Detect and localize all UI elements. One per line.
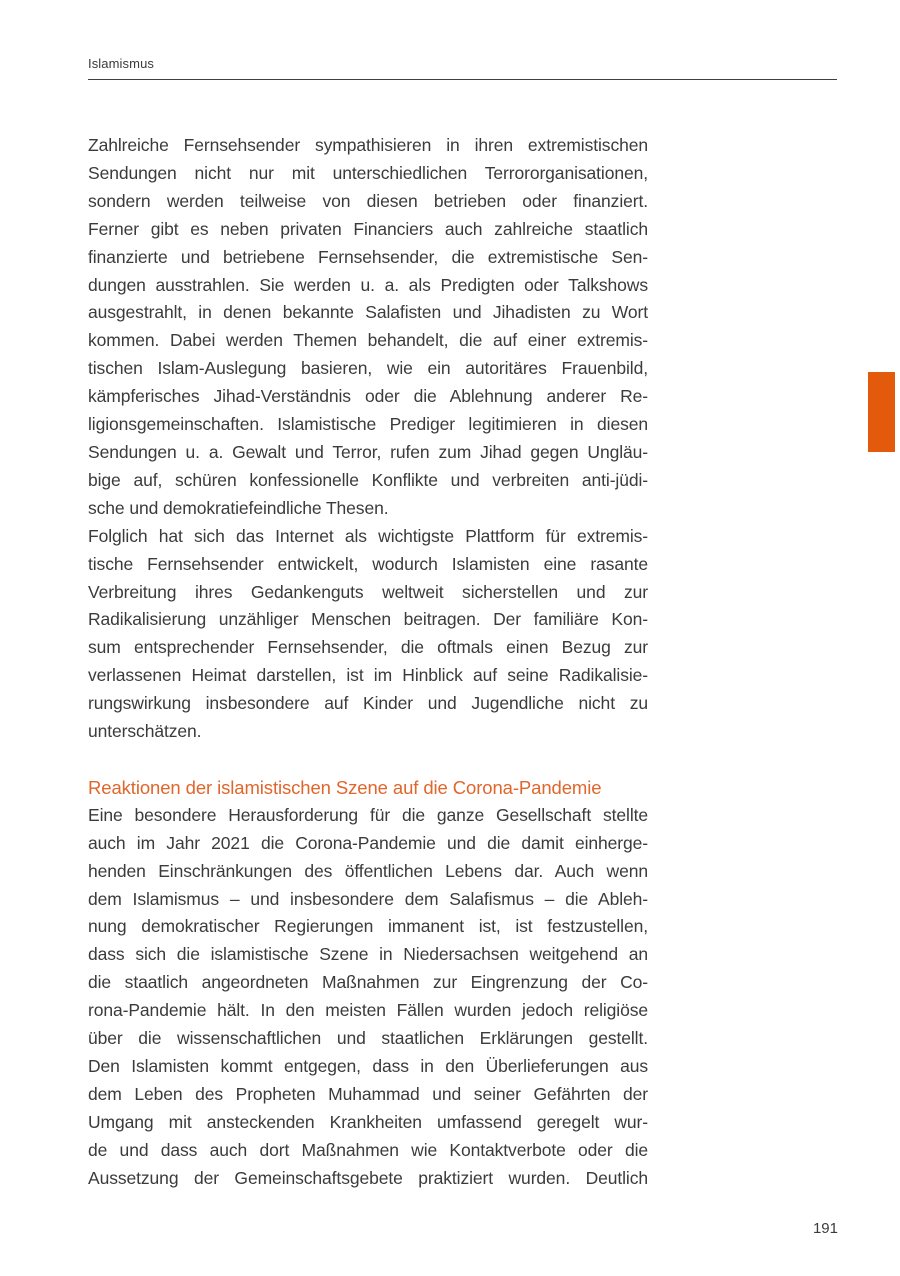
running-header: Islamismus (88, 56, 155, 71)
text-line: de und dass auch dort Maßnahmen wie Kontaktverbote oder die (88, 1139, 648, 1160)
text-line: kommen. Dabei werden Themen behandelt, die auf einer extremis- (88, 330, 648, 351)
text-line: Eine besondere Herausforderung für die ganze Gesellschaft stellte (88, 804, 648, 825)
text-line: ausgestrahlt, in denen bekannte Salafisten und Jihadisten zu Wort (88, 302, 648, 323)
text-line: sum entsprechender Fernsehsender, die oftmals einen Bezug zur (88, 637, 648, 658)
text-line: Ferner gibt es neben privaten Financiers auch zahlreiche staatlich (88, 218, 648, 239)
text-line: rungswirkung insbesondere auf Kinder und Jugendliche nicht zu (88, 693, 648, 714)
page-number: 191 (812, 1220, 838, 1237)
text-line: Aussetzung der Gemeinschaftsgebete praktiziert wurden. Deutlich (88, 1167, 648, 1188)
text-line: bige auf, schüren konfessionelle Konflikte und verbreiten anti-jüdi- (88, 469, 648, 490)
text-line: unterschätzen. (88, 721, 202, 742)
text-line: kämpferisches Jihad-Verständnis oder die Ablehnung anderer Re- (88, 386, 648, 407)
text-line: die staatlich angeordneten Maßnahmen zur Eingrenzung der Co- (88, 972, 648, 993)
text-line: henden Einschränkungen des öffentlichen Lebens dar. Auch wenn (88, 860, 648, 881)
text-line: Sendungen nicht nur mit unterschiedlichen Terrororganisationen, (88, 162, 648, 183)
text-line: dem Leben des Propheten Muhammad und seiner Gefährten der (88, 1083, 648, 1104)
text-line: Verbreitung ihres Gedankenguts weltweit sicherstellen und zur (88, 581, 648, 602)
text-line: Radikalisierung unzähliger Menschen beitragen. Der familiäre Kon- (88, 609, 648, 630)
subheading: Reaktionen der islamistischen Szene auf die Corona-Pandemie (88, 776, 602, 798)
text-line: tische Fernsehsender entwickelt, wodurch Islamisten eine rasante (88, 553, 648, 574)
text-line: dass sich die islamistische Szene in Niedersachsen weitgehend an (88, 944, 648, 965)
text-line: finanzierte und betriebene Fernsehsender, die extremistische Sen- (88, 246, 648, 267)
text-line: Sendungen u. a. Gewalt und Terror, rufen zum Jihad gegen Ungläu- (88, 441, 648, 462)
body-text (88, 132, 648, 1193)
text-line: rona-Pandemie hält. In den meisten Fällen wurden jedoch religiöse (88, 1000, 648, 1021)
text-line: Folglich hat sich das Internet als wichtigste Plattform für extremis- (88, 525, 648, 546)
text-line: sondern werden teilweise von diesen betrieben oder finanziert. (88, 190, 648, 211)
text-line: Den Islamisten kommt entgegen, dass in den Überlieferungen aus (88, 1056, 648, 1076)
text-line: Zahlreiche Fernsehsender sympathisieren in ihren extremistischen (88, 135, 648, 155)
text-line: nung demokratischer Regierungen immanent ist, ist festzustellen, (88, 916, 648, 937)
header-rule (88, 79, 837, 80)
text-line: verlassenen Heimat darstellen, ist im Hinblick auf seine Radikalisie- (88, 665, 648, 686)
text-line: tischen Islam-Auslegung basieren, wie ein autoritäres Frauenbild, (88, 358, 648, 379)
text-line: Umgang mit ansteckenden Krankheiten umfassend geregelt wur- (88, 1111, 648, 1132)
text-line: dem Islamismus – und insbesondere dem Salafismus – die Ableh- (88, 888, 648, 909)
text-line: auch im Jahr 2021 die Corona-Pandemie und die damit einherge- (88, 832, 648, 853)
text-line: über die wissenschaftlichen und staatlichen Erklärungen gestellt. (88, 1028, 648, 1049)
text-line: ligionsgemeinschaften. Islamistische Prediger legitimieren in diesen (88, 414, 648, 435)
text-line: sche und demokratiefeindliche Thesen. (88, 497, 389, 518)
text-line: dungen ausstrahlen. Sie werden u. a. als Predigten oder Talkshows (88, 274, 648, 295)
chapter-marker-tab (868, 372, 895, 452)
